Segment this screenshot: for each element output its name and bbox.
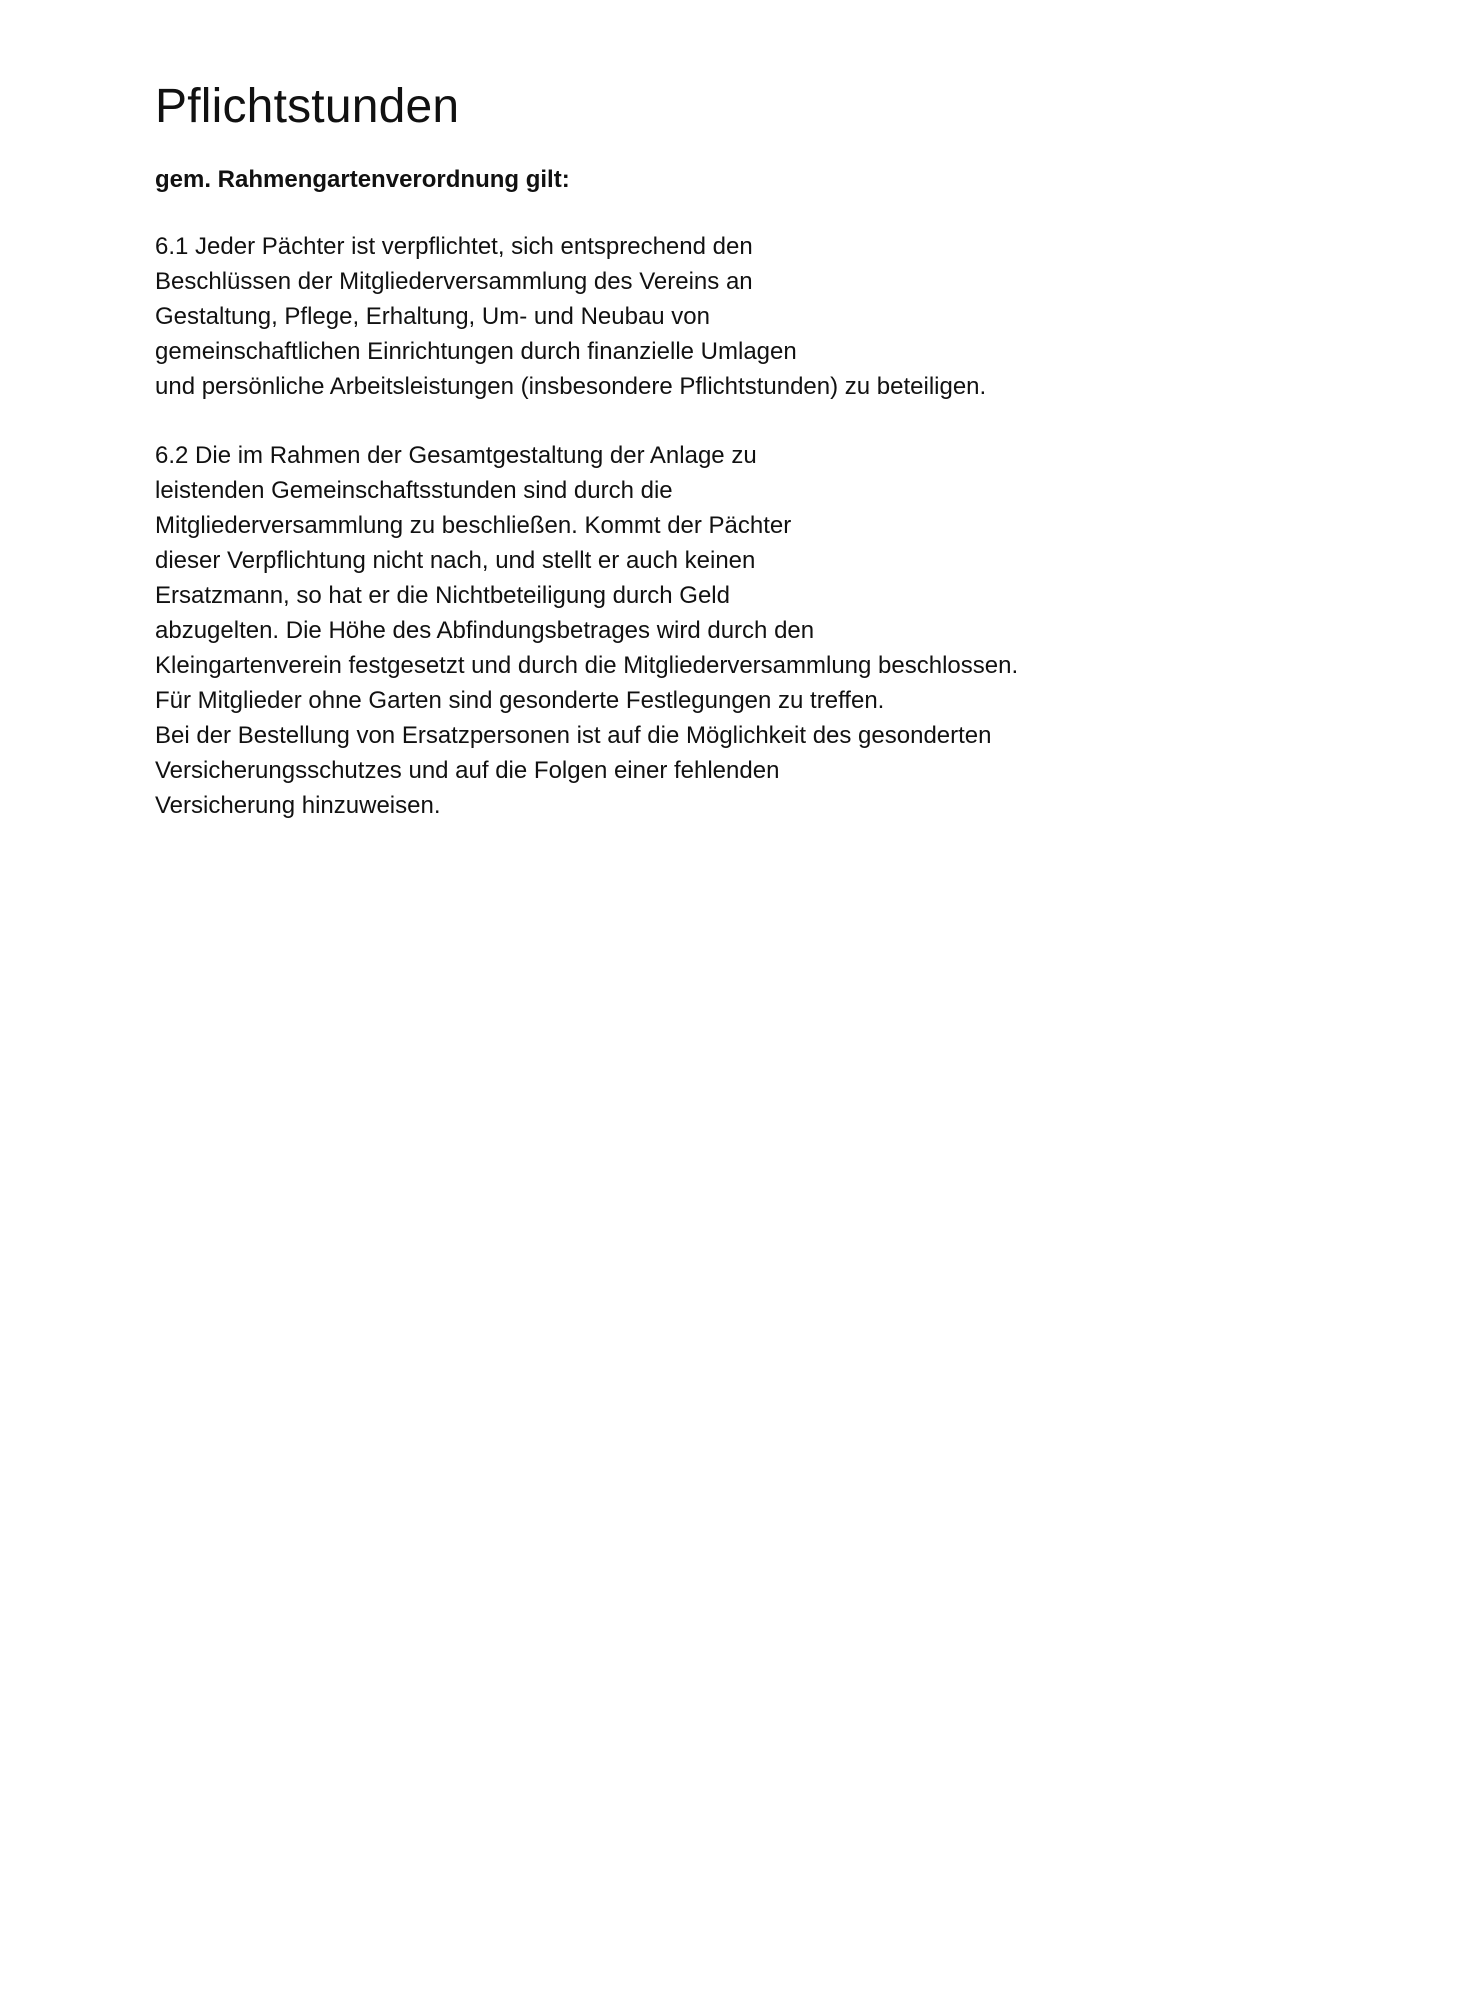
paragraph-6-1 bbox=[155, 229, 1355, 404]
paragraph-line: abzugelten. Die Höhe des Abfindungsbetrages wird durch den bbox=[155, 617, 815, 644]
paragraph-line: Beschlüssen der Mitgliederversammlung des Vereins an bbox=[155, 268, 753, 295]
document-page bbox=[155, 78, 1355, 857]
paragraph-line: Gestaltung, Pflege, Erhaltung, Um- und Neubau von bbox=[155, 303, 710, 330]
paragraph-line: 6.2 Die im Rahmen der Gesamtgestaltung der Anlage zu bbox=[155, 442, 757, 469]
paragraph-line: und persönliche Arbeitsleistungen (insbesondere Pflichtstunden) zu beteiligen. bbox=[155, 373, 987, 400]
paragraph-line: dieser Verpflichtung nicht nach, und stellt er auch keinen bbox=[155, 547, 756, 574]
page-title: Pflichtstunden bbox=[155, 80, 460, 133]
paragraph-line: 6.1 Jeder Pächter ist verpflichtet, sich entsprechend den bbox=[155, 233, 753, 260]
paragraph-line: Für Mitglieder ohne Garten sind gesonderte Festlegungen zu treffen. bbox=[155, 687, 885, 714]
paragraph-line: Mitgliederversammlung zu beschließen. Kommt der Pächter bbox=[155, 512, 792, 539]
paragraph-line: gemeinschaftlichen Einrichtungen durch finanzielle Umlagen bbox=[155, 338, 797, 365]
paragraph-6-2 bbox=[155, 438, 1355, 823]
paragraph-line: Versicherung hinzuweisen. bbox=[155, 792, 441, 819]
paragraph-line: leistenden Gemeinschaftsstunden sind durch die bbox=[155, 477, 673, 504]
paragraph-line: Ersatzmann, so hat er die Nichtbeteiligung durch Geld bbox=[155, 582, 730, 609]
paragraph-line: Versicherungsschutzes und auf die Folgen einer fehlenden bbox=[155, 757, 780, 784]
paragraph-line: Bei der Bestellung von Ersatzpersonen ist auf die Möglichkeit des gesonderten bbox=[155, 722, 992, 749]
document-subtitle: gem. Rahmengartenverordnung gilt: bbox=[155, 166, 570, 193]
paragraph-line: Kleingartenverein festgesetzt und durch die Mitgliederversammlung beschlossen. bbox=[155, 652, 1019, 679]
